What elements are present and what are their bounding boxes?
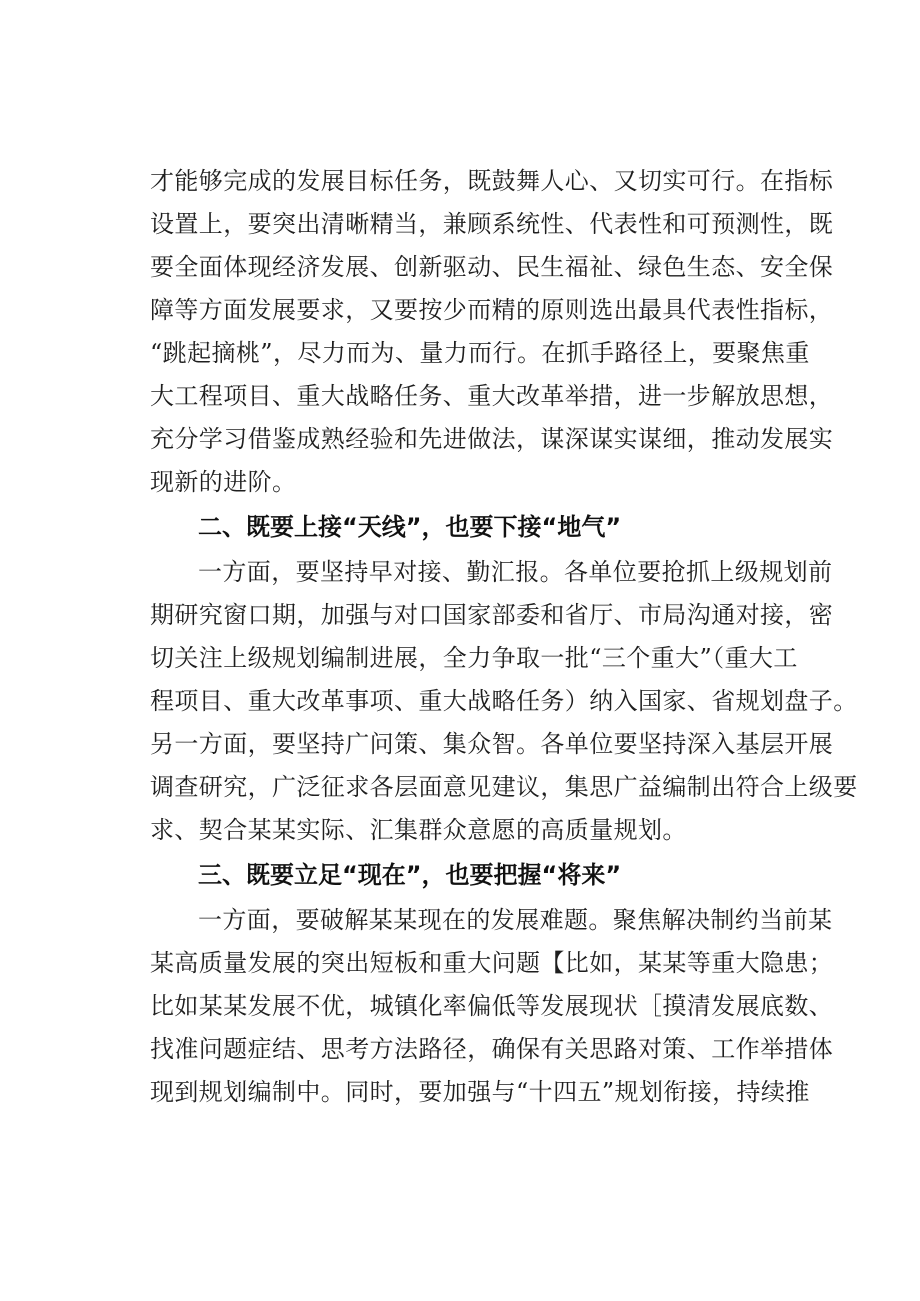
section-heading-2: 二、既要上接“天线”，也要下接“地气” — [198, 513, 622, 541]
paragraph-3 — [150, 899, 834, 1114]
text-line: 一方面，要破解某某现在的发展难题。聚焦解决制约当前某 — [198, 906, 833, 934]
text-line: 找准问题症结、思考方法路径，确保有关思路对策、工作举措体 — [150, 1035, 834, 1063]
text-line: 充分学习借鉴成熟经验和先进做法，谋深谋实谋细，推动发展实 — [150, 425, 834, 453]
text-line: 要全面体现经济发展、创新驱动、民生福祉、绿色生态、安全保 — [150, 253, 834, 281]
text-line: 才能够完成的发展目标任务，既鼓舞人心、又切实可行。在指标 — [150, 167, 834, 195]
text-line: 障等方面发展要求，又要按少而精的原则选出最具代表性指标， — [150, 296, 834, 324]
section-heading-3: 三、既要立足“现在”，也要把握“将来” — [198, 861, 622, 889]
text-line: 调查研究，广泛征求各层面意见建议，集思广益编制出符合上级要 — [150, 773, 858, 801]
text-line: 现到规划编制中。同时，要加强与“十四五”规划衔接，持续推 — [150, 1078, 810, 1106]
text-line: 大工程项目、重大战略任务、重大改革举措，进一步解放思想， — [150, 382, 834, 410]
text-line: 现新的进阶。 — [150, 468, 297, 496]
text-line: 期研究窗口期，加强与对口国家部委和省厅、市局沟通对接，密 — [150, 601, 834, 629]
text-line: “跳起摘桃”，尽力而为、量力而行。在抓手路径上，要聚焦重 — [150, 339, 810, 367]
text-line: 求、契合某某实际、汇集群众意愿的高质量规划。 — [150, 816, 687, 844]
document-body — [150, 160, 858, 1114]
paragraph-2 — [150, 551, 858, 852]
text-line: 另一方面，要坚持广问策、集众智。各单位要坚持深入基层开展 — [150, 730, 834, 758]
text-line: 程项目、重大改革事项、重大战略任务）纳入国家、省规划盘子。 — [150, 687, 858, 715]
text-line: 设置上，要突出清晰精当，兼顾系统性、代表性和可预测性，既 — [150, 210, 834, 238]
text-line: 比如某某发展不优，城镇化率偏低等发展现状［摸清发展底数、 — [150, 992, 834, 1020]
paragraph-1 — [150, 160, 834, 504]
text-line: 一方面，要坚持早对接、勤汇报。各单位要抢抓上级规划前 — [198, 558, 833, 586]
text-line: 某高质量发展的突出短板和重大问题【比如，某某等重大隐患； — [150, 949, 834, 977]
text-line: 切关注上级规划编制进展，全力争取一批“三个重大”（重大工 — [150, 644, 798, 672]
